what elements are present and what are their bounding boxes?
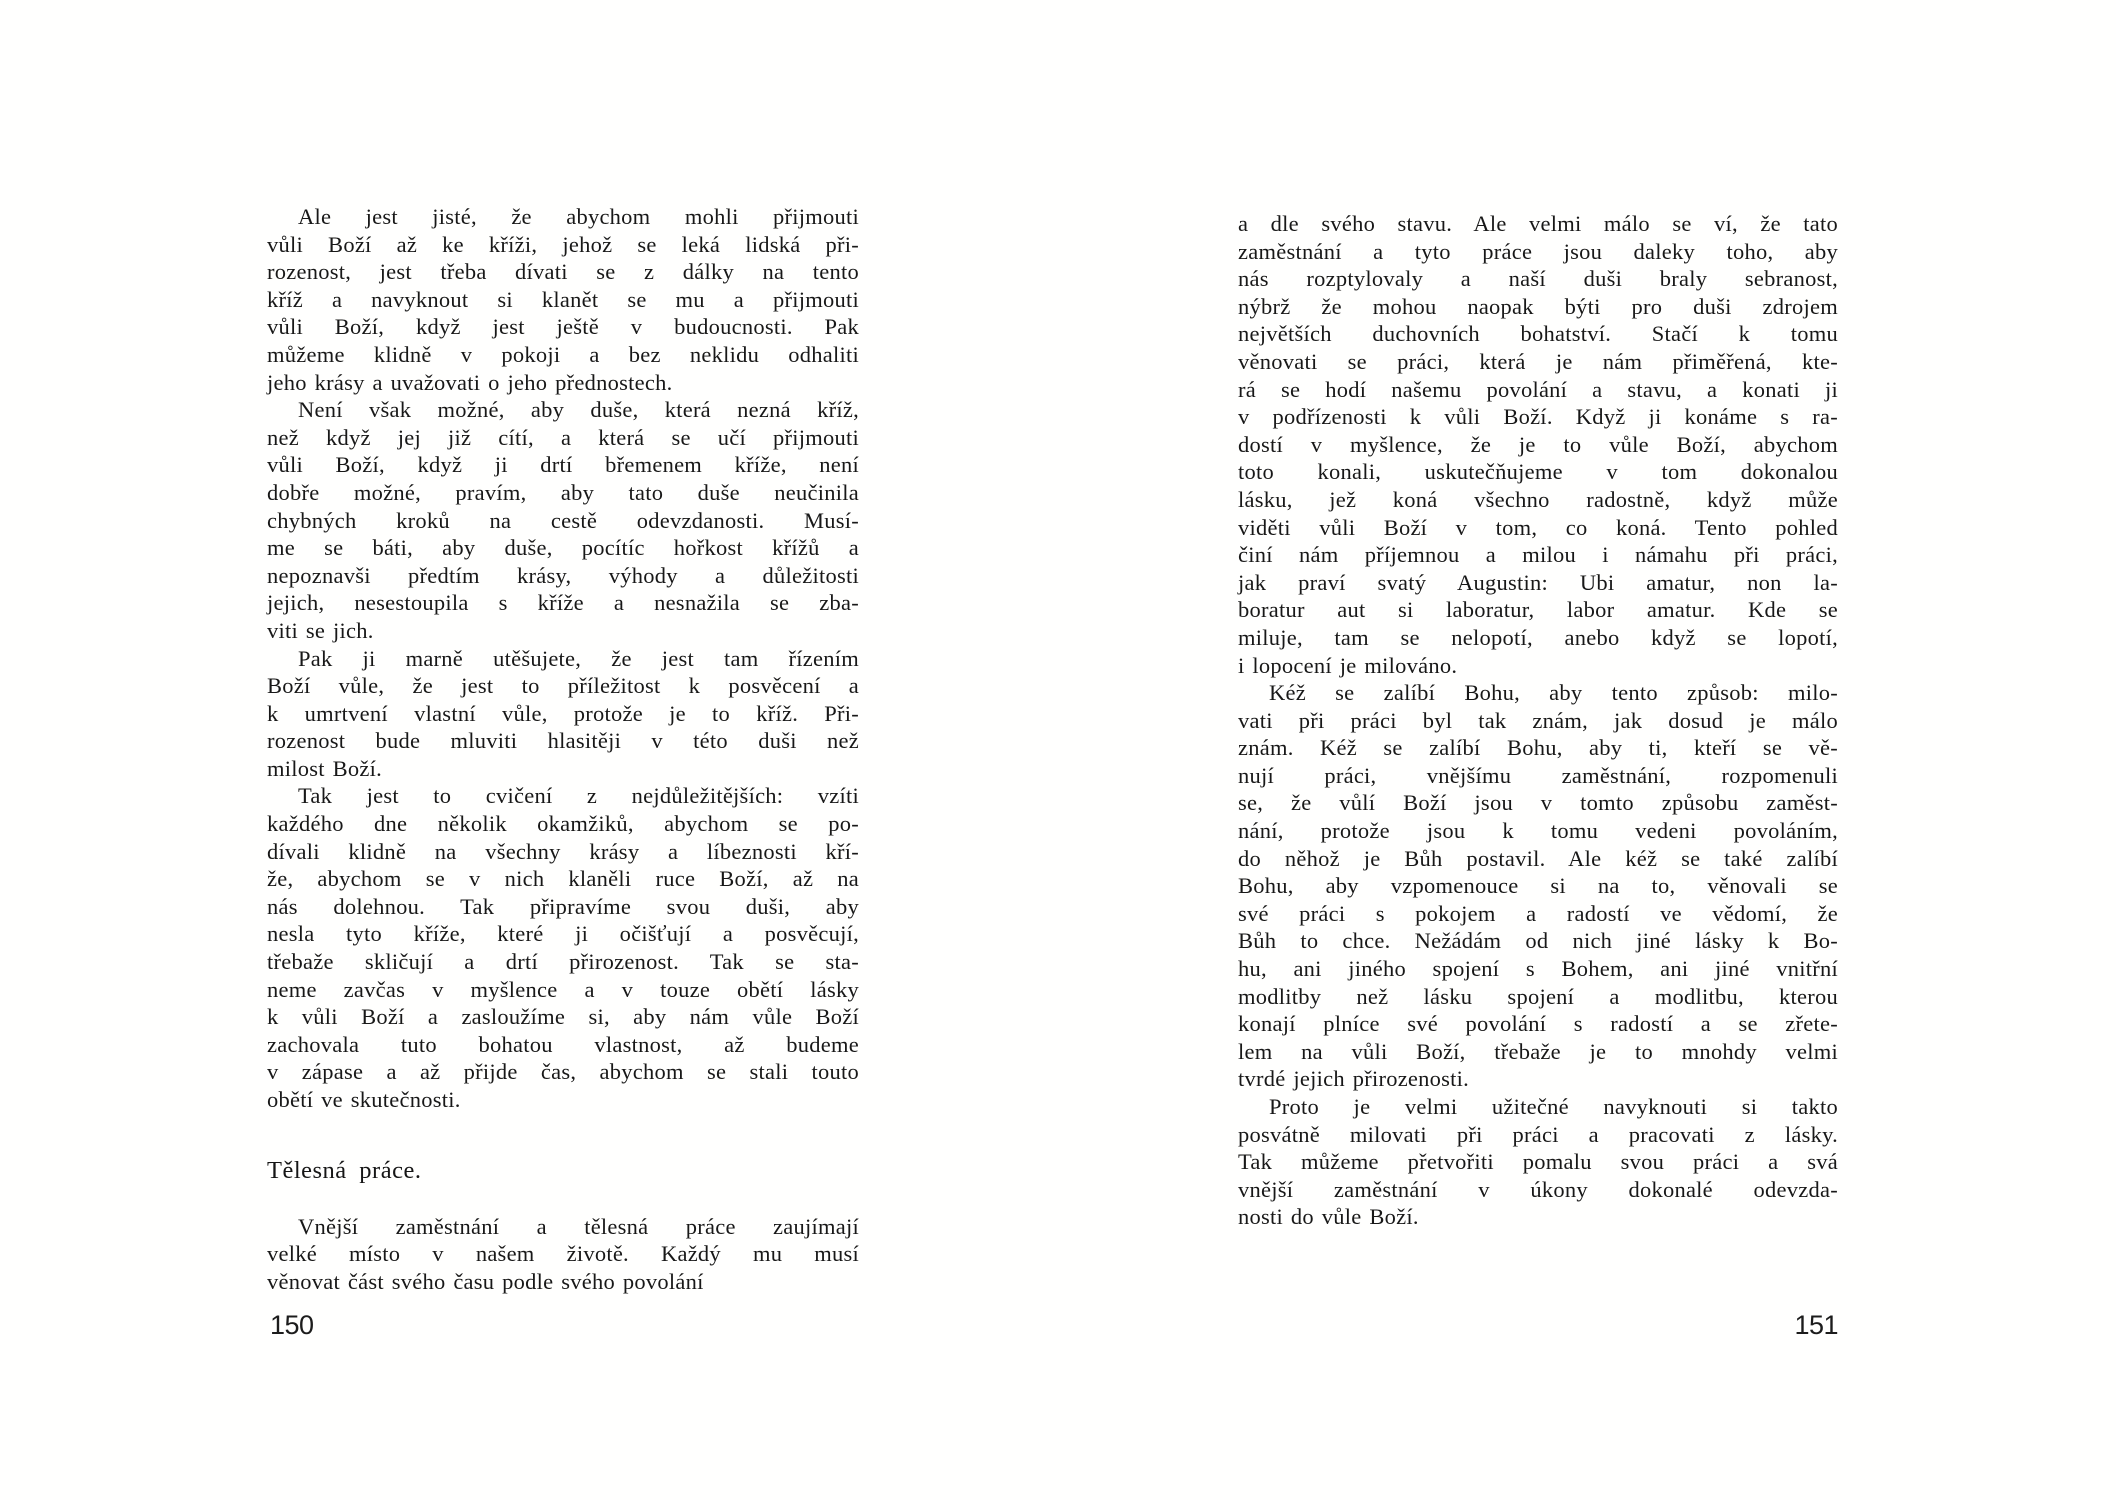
text-line: vnější zaměstnání v úkony dokonalé odevzda- bbox=[1238, 1176, 1838, 1202]
text-line: nosti do vůle Boží. bbox=[1238, 1204, 1419, 1230]
text-line: a dle svého stavu. Ale velmi málo se ví, že tato bbox=[1238, 211, 1838, 236]
paragraph bbox=[1238, 679, 1838, 1093]
text-line: vůli Boží, když jest ještě v budoucnosti. Pak bbox=[267, 314, 859, 340]
text-line: zaměstnání a tyto práce jsou daleky toho, aby bbox=[1238, 238, 1838, 264]
left-page-text-column bbox=[267, 203, 859, 1295]
text-line: Bohu, aby vzpomenouce si na to, věnovali se bbox=[1238, 873, 1838, 899]
text-line: Ale jest jisté, že abychom mohli přijmouti bbox=[298, 204, 859, 229]
text-line: nás dolehnou. Tak připravíme svou duši, aby bbox=[267, 893, 859, 919]
text-line: vati při práci byl tak znám, jak dosud je málo bbox=[1238, 707, 1838, 733]
text-line: rozenost, jest třeba dívati se z dálky na tento bbox=[267, 259, 859, 285]
text-line: hu, ani jiného spojení s Bohem, ani jiné vnitřní bbox=[1238, 956, 1838, 982]
text-line: rá se hodí našemu povolání a stavu, a konati ji bbox=[1238, 376, 1838, 402]
text-line: viti se jich. bbox=[267, 617, 374, 643]
text-line: své práci s pokojem a radostí ve vědomí, že bbox=[1238, 900, 1838, 926]
text-line: velké místo v našem životě. Každý mu musí bbox=[267, 1241, 859, 1267]
text-line: že, abychom se v nich klaněli ruce Boží, až na bbox=[267, 866, 859, 892]
paragraph bbox=[267, 396, 859, 644]
text-line: dostí v myšlence, že je to vůle Boží, abychom bbox=[1238, 431, 1838, 457]
page-number-right: 151 bbox=[1794, 1310, 1838, 1340]
text-line: činí nám příjemnou a milou i námahu při práci, bbox=[1238, 542, 1838, 568]
text-line: největších duchovních bohatství. Stačí k tomu bbox=[1238, 321, 1838, 347]
text-line: znám. Kéž se zalíbí Bohu, aby ti, kteří se vě- bbox=[1238, 735, 1838, 761]
text-line: Tak jest to cvičení z nejdůležitějších: vzíti bbox=[298, 783, 859, 809]
text-line: viděti vůli Boží v tom, co koná. Tento pohled bbox=[1238, 514, 1838, 540]
right-page-text-column bbox=[1238, 210, 1838, 1231]
text-line: zachovala tuto bohatou vlastnost, až budeme bbox=[267, 1031, 859, 1057]
text-line: lem na vůli Boží, třebaže je to mnohdy velmi bbox=[1238, 1038, 1838, 1064]
text-line: konají plníce své povolání s radostí a se zřete- bbox=[1238, 1011, 1838, 1037]
text-line: posvátně milovati při práci a pracovati z lásky. bbox=[1238, 1121, 1838, 1147]
text-line: než když jej již cítí, a která se učí přijmouti bbox=[267, 424, 859, 450]
text-line: věnovat část svého času podle svého povolání bbox=[267, 1268, 704, 1294]
text-line: jejich, nesestoupila s kříže a nesnažila se zba- bbox=[267, 590, 859, 616]
text-line: v podřízenosti k vůli Boží. Když ji konáme s ra- bbox=[1238, 404, 1838, 430]
paragraph bbox=[1238, 210, 1838, 679]
text-line: k umrtvení vlastní vůle, protože je to kříž. Při- bbox=[267, 700, 859, 726]
text-line: se, že vůlí Boží jsou v tomto způsobu zaměst- bbox=[1238, 790, 1838, 816]
text-line: neme zavčas v myšlence a v touze obětí lásky bbox=[267, 976, 859, 1002]
text-line: dobře možné, pravím, aby tato duše neučinila bbox=[267, 479, 859, 505]
text-line: každého dne několik okamžiků, abychom se po- bbox=[267, 811, 859, 837]
paragraph bbox=[267, 645, 859, 783]
text-line: vůli Boží, když ji drtí břemenem kříže, není bbox=[267, 452, 859, 478]
text-line: do něhož je Bůh postavil. Ale kéž se také zalíbí bbox=[1238, 845, 1838, 871]
text-line: obětí ve skutečnosti. bbox=[267, 1087, 461, 1112]
section-heading: Tělesná práce. bbox=[267, 1156, 422, 1184]
text-line: i lopocení je milováno. bbox=[1238, 652, 1458, 678]
paragraph bbox=[267, 782, 859, 1113]
text-line: Bůh to chce. Nežádám od nich jiné lásky k Bo- bbox=[1238, 928, 1838, 954]
text-line: nují práci, vnějšímu zaměstnání, rozpomenuli bbox=[1238, 762, 1838, 788]
text-line: kříž a navyknout si klanět se mu a přijmouti bbox=[267, 286, 859, 312]
text-line: lásku, jež koná všechno radostně, když může bbox=[1238, 486, 1838, 512]
text-line: boratur aut si laboratur, labor amatur. Kde se bbox=[1238, 597, 1838, 623]
text-line: nýbrž že mohou naopak býti pro duši zdrojem bbox=[1238, 293, 1838, 319]
text-line: dívali klidně na všechny krásy a líbeznosti kří- bbox=[267, 838, 859, 864]
text-line: jak praví svatý Augustin: Ubi amatur, non la- bbox=[1238, 569, 1838, 595]
paragraph bbox=[267, 203, 859, 396]
text-line: nás rozptylovaly a naší duši braly sebranost, bbox=[1238, 266, 1838, 292]
text-line: miluje, tam se nelopotí, anebo když se lopotí, bbox=[1238, 624, 1838, 650]
text-line: toto konali, uskutečňujeme v tom dokonalou bbox=[1238, 459, 1838, 485]
page-number-left: 150 bbox=[270, 1310, 314, 1340]
text-line: v zápase a až přijde čas, abychom se stali touto bbox=[267, 1059, 859, 1085]
text-line: chybných kroků na cestě odevzdanosti. Musí- bbox=[267, 507, 859, 533]
text-line: věnovati se práci, která je nám přiměřená, kte- bbox=[1238, 348, 1838, 374]
text-line: Tak můžeme přetvořiti pomalu svou práci a svá bbox=[1238, 1149, 1838, 1175]
text-line: nesla tyto kříže, které ji očišťují a posvěcují, bbox=[267, 921, 859, 947]
text-line: nepoznavši předtím krásy, výhody a důležitosti bbox=[267, 562, 859, 588]
text-line: Proto je velmi užitečné navyknouti si takto bbox=[1269, 1094, 1838, 1119]
text-line: Vnější zaměstnání a tělesná práce zaujímají bbox=[298, 1213, 859, 1239]
text-line: milost Boží. bbox=[267, 755, 383, 781]
text-line: rozenost bude mluviti hlasitěji v této duši než bbox=[267, 728, 859, 754]
text-line: Kéž se zalíbí Bohu, aby tento způsob: milo- bbox=[1269, 680, 1838, 706]
text-line: Pak ji marně utěšujete, že jest tam řízením bbox=[298, 645, 859, 671]
text-line: modlitby než lásku spojení a modlitbu, kterou bbox=[1238, 983, 1838, 1009]
text-line: vůli Boží až ke kříži, jehož se leká lidská při- bbox=[267, 231, 859, 257]
text-line: Boží vůle, že jest to příležitost k posvěcení a bbox=[267, 673, 859, 699]
text-line: jeho krásy a uvažovati o jeho přednostech. bbox=[267, 369, 673, 395]
text-line: třebaže skličují a drtí přirozenost. Tak se sta- bbox=[267, 949, 859, 975]
text-line: Není však možné, aby duše, která nezná kříž, bbox=[298, 397, 859, 423]
text-line: můžeme klidně v pokoji a bez neklidu odhaliti bbox=[267, 341, 859, 367]
paragraph bbox=[267, 1213, 859, 1296]
text-line: me se báti, aby duše, pocítíc hořkost křížů a bbox=[267, 535, 859, 561]
paragraph bbox=[1238, 1093, 1838, 1231]
text-line: nání, protože jsou k tomu vedeni povoláním, bbox=[1238, 818, 1838, 844]
text-line: k vůli Boží a zasloužíme si, aby nám vůle Boží bbox=[267, 1004, 859, 1030]
text-line: tvrdé jejich přirozenosti. bbox=[1238, 1066, 1470, 1092]
